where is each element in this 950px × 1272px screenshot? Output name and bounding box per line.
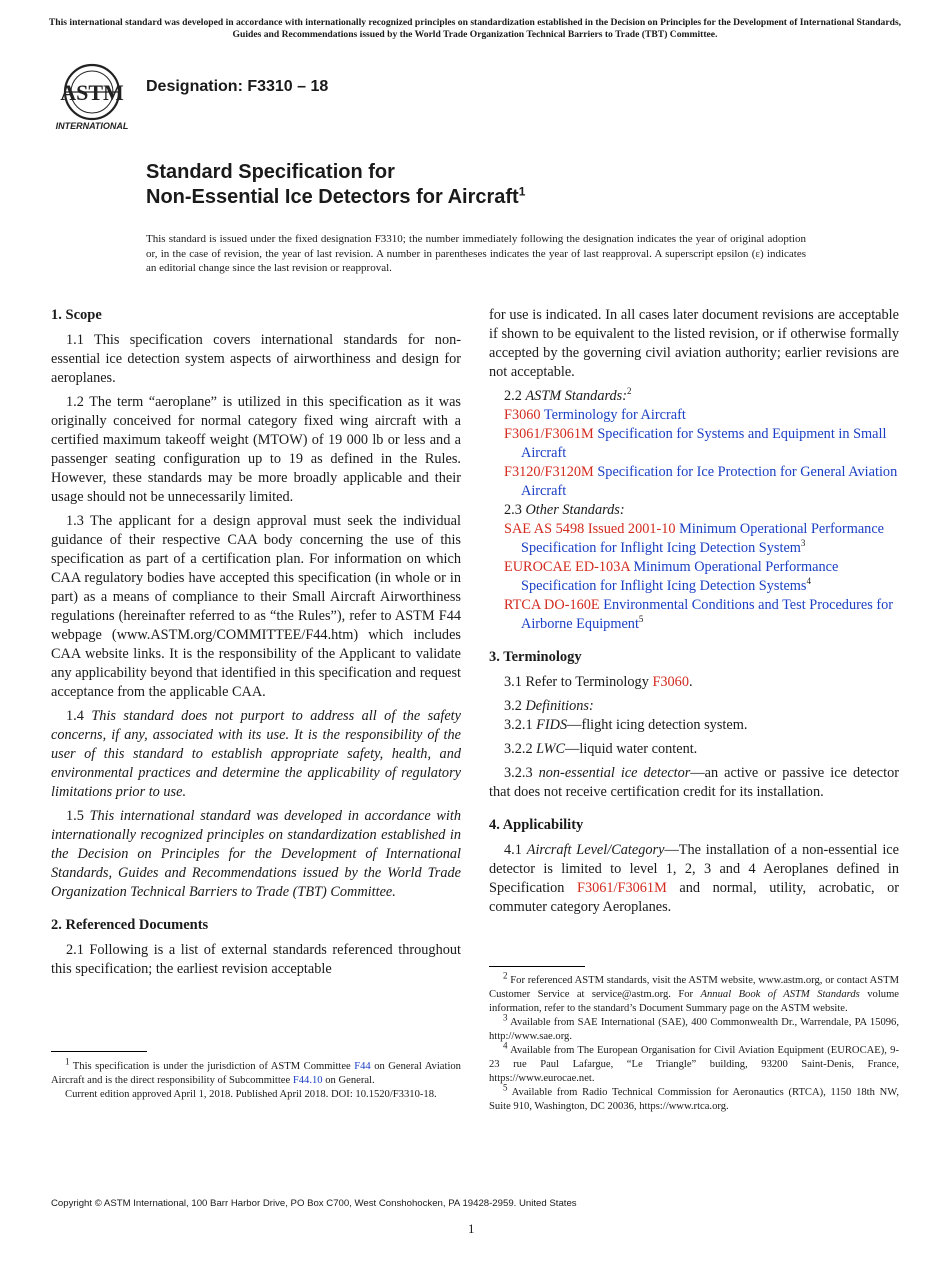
reference-title[interactable]: Terminology for Aircraft xyxy=(543,407,686,423)
right-column xyxy=(489,306,899,922)
para-text: Definitions: xyxy=(525,698,594,714)
reference-code[interactable]: F3060 xyxy=(504,407,541,423)
footnote-text: This specification is under the jurisdiction of ASTM Committee xyxy=(72,1061,351,1072)
logo-letters: ASTM xyxy=(60,80,124,105)
footnote-text: on General. xyxy=(325,1075,375,1086)
reference-f3061[interactable] xyxy=(489,425,899,463)
reference-title[interactable]: Minimum Operational Performance Specification for Inflight Icing Detection Systems xyxy=(521,559,839,594)
astm-standards-label xyxy=(489,387,899,406)
section-heading-applicability: 4. Applicability xyxy=(489,817,584,833)
footnote-text: on General Aviation Aircraft and is the direct responsibility of Subcommittee xyxy=(51,1061,461,1086)
para-number: 2.2 xyxy=(504,388,522,404)
footnote-3 xyxy=(489,1012,899,1044)
para-number: 1.5 xyxy=(66,808,84,824)
para-3-1 xyxy=(489,673,899,692)
definition-term: FIDS xyxy=(536,717,568,733)
footnote-rule xyxy=(51,1051,147,1052)
definition-term: LWC xyxy=(536,741,566,757)
footnote-rule xyxy=(489,966,585,967)
definition-term: non-essential ice detector xyxy=(538,765,691,781)
definition-non-essential-ice-detector xyxy=(489,764,899,802)
para-number: 1.4 xyxy=(66,708,84,724)
reference-title[interactable]: Specification for Ice Protection for General Aviation Aircraft xyxy=(521,464,898,499)
footnote-2 xyxy=(489,970,900,1016)
reference-sae[interactable] xyxy=(489,520,899,558)
issuance-note: This standard is issued under the fixed designation F3310; the number immediately following the designation indicates the year of original adoption or, in the case of revision, the year of last revision. A number in parentheses indicates the year of last reapproval. A superscript epsilon (ε) indicates an editorial change since the last revision or reapproval. xyxy=(146,233,806,274)
section-heading-scope: 1. Scope xyxy=(51,307,102,323)
link-f3060[interactable]: F3060 xyxy=(652,674,689,690)
definition-text: —flight icing detection system. xyxy=(567,717,748,733)
para-text: 3.1 Refer to Terminology xyxy=(504,674,649,690)
para-number: 3.2.3 xyxy=(504,765,533,781)
para-4-1 xyxy=(489,841,899,917)
footnote-mark: 5 xyxy=(638,614,644,625)
logo-subtext: INTERNATIONAL xyxy=(55,121,129,131)
footnotes-left xyxy=(51,1056,461,1102)
para-2-1-continued: for use is indicated. In all cases later document revisions are acceptable if shown to be equivalent to the listed revision, or if otherwise formally accepted by the governing civil aviation authority; earlier revisions are not acceptable. xyxy=(489,307,899,380)
footnote-mark: 4 xyxy=(503,1040,508,1051)
footnote-text: For referenced ASTM standards, visit the ASTM website, www.astm.org, or contact ASTM Customer Service at service@astm.org. For xyxy=(489,975,899,1000)
footnote-mark: 2 xyxy=(627,386,632,397)
reference-f3060[interactable] xyxy=(489,406,899,425)
reference-f3120[interactable] xyxy=(489,463,899,501)
title-footnote-mark: 1 xyxy=(518,184,526,199)
astm-logo-icon xyxy=(54,60,136,132)
footnote-mark: 5 xyxy=(503,1082,508,1093)
para-text: . xyxy=(688,674,693,690)
reference-title[interactable]: Specification for Systems and Equipment in Small Aircraft xyxy=(521,426,887,461)
para-text: This standard does not purport to address all of the safety concerns, if any, associated with its use. It is the responsibility of the user of this standard to establish appropriate safety, health, and environmental practices and determine the applicability of regulatory limitations prior to use. xyxy=(51,708,461,800)
footnote-mark: 2 xyxy=(503,970,508,981)
para-number: 4.1 xyxy=(504,842,522,858)
footnotes-right xyxy=(489,970,900,1114)
para-text: This international standard was developed in accordance with internationally recognized principles on standardization established in the Decision on Principles for the Development of International Standards, Guides and Recommendations issued by the World Trade Organization Technical Barriers to Trade (TBT) Committee. xyxy=(51,808,462,900)
reference-code[interactable]: RTCA DO-160E xyxy=(504,597,600,613)
footnote-1 xyxy=(51,1056,461,1088)
para-number: 3.2.1 xyxy=(504,717,533,733)
link-f44[interactable]: F44 xyxy=(354,1061,371,1072)
page-number: 1 xyxy=(468,1221,475,1236)
label-text: Other Standards: xyxy=(525,502,625,518)
footnote-text: Annual Book of ASTM Standards xyxy=(700,989,860,1000)
reference-eurocae[interactable] xyxy=(489,558,899,596)
footnote-text: Available from The European Organisation for Civil Aviation Equipment (EUROCAE), 9-23 rue Paul Lafargue, “Le Triangle” building, 93200 Saint-Denis, France, https://www.eurocae.net. xyxy=(489,1045,899,1084)
para-2-1: 2.1 Following is a list of external standards referenced throughout this specification; the earliest revision acceptable xyxy=(51,942,461,977)
reference-code[interactable]: F3061/F3061M xyxy=(504,426,594,442)
standards-notice: This international standard was developed in accordance with internationally recognized principles on standardization established in the Decision on Principles for the Development of International Standards, Guides and Recommendations issued by the World Trade Organization Technical Barriers to Trade (TBT) Committee. xyxy=(48,17,902,40)
para-term: Aircraft Level/Category xyxy=(526,842,665,858)
para-1-2: 1.2 The term “aeroplane” is utilized in this specification as it was originally conceived for normal category fixed wing aircraft with a certified maximum takeoff weight (MTOW) of 19 000 lb or less and a passenger seating configuration up to 19 as defined in the Rules. However, these standards may be more broadly applicable and their usage should not be unnecessarily limited. xyxy=(51,394,461,505)
document-title xyxy=(146,160,525,210)
footnote-mark: 4 xyxy=(806,576,811,587)
definition-fids xyxy=(489,716,899,735)
footnote-mark: 3 xyxy=(800,538,806,549)
title-text: Non-Essential Ice Detectors for Aircraft xyxy=(146,186,519,208)
reference-rtca[interactable] xyxy=(489,596,899,634)
copyright-line: Copyright © ASTM International, 100 Barr Harbor Drive, PO Box C700, West Conshohocken, PA 19428-2959. United States xyxy=(51,1198,577,1209)
definition-text: —liquid water content. xyxy=(565,741,698,757)
reference-title[interactable]: Environmental Conditions and Test Procedures for Airborne Equipment xyxy=(521,597,894,632)
link-f3061[interactable]: F3061/F3061M xyxy=(577,880,667,896)
label-text: ASTM Standards: xyxy=(525,388,627,404)
para-1-4 xyxy=(51,707,461,802)
para-number: 3.2 xyxy=(504,698,522,714)
reference-code[interactable]: F3120/F3120M xyxy=(504,464,594,480)
other-standards-label xyxy=(489,501,899,520)
footnote-text: Available from Radio Technical Commission for Aeronautics (RTCA), 1150 18th NW, Suite 910, Washington, DC 20036, https://www.rtca.org. xyxy=(489,1087,899,1112)
designation: Designation: F3310 – 18 xyxy=(146,78,329,95)
section-heading-referenced: 2. Referenced Documents xyxy=(51,917,209,933)
reference-title[interactable]: Minimum Operational Performance Specification for Inflight Icing Detection System xyxy=(521,521,885,556)
definition-lwc xyxy=(489,740,899,759)
para-1-3: 1.3 The applicant for a design approval must seek the individual guidance of their respective CAA body concerning the use of this specification as part of a certification plan. For information on which CAA regulatory bodies have accepted this specification (in whole or in part) as a means of compliance to their Small Aircraft Airworthiness regulations (hereinafter referred to as “the Rules”), refer to ASTM F44 webpage (www.ASTM.org/COMMITTEE/F44.htm) which includes CAA website links. It is the responsibility of the Applicant to validate any applicability beyond that identified in this specification and request acceptance from the applicable CAA. xyxy=(51,513,461,700)
para-3-2 xyxy=(489,697,899,716)
para-text: —The installation of a non-essential ice detector is limited to level 1, 2, 3 and 4 Aeroplanes defined in Specification xyxy=(489,842,899,896)
link-f44-10[interactable]: F44.10 xyxy=(292,1075,323,1086)
para-number: 3.2.2 xyxy=(504,741,533,757)
footnote-text: volume information, refer to the standard’s Document Summary page on the ASTM website. xyxy=(489,989,900,1014)
footnote-mark: 3 xyxy=(503,1012,508,1023)
section-heading-terminology: 3. Terminology xyxy=(489,649,582,665)
definition-text: —an active or passive ice detector that does not receive certification credit for its installation. xyxy=(489,765,899,800)
footnote-5 xyxy=(489,1082,899,1114)
reference-code[interactable]: EUROCAE ED-103A xyxy=(504,559,630,575)
title-line-2 xyxy=(146,185,525,210)
reference-code[interactable]: SAE AS 5498 Issued 2001-10 xyxy=(504,521,676,537)
para-text: and normal, utility, acrobatic, or commuter category Aeroplanes. xyxy=(489,880,900,915)
edition-note: Current edition approved April 1, 2018. Published April 2018. DOI: 10.1520/F3310-18. xyxy=(65,1089,437,1100)
title-line-1: Standard Specification for xyxy=(146,161,395,183)
footnote-4 xyxy=(489,1040,899,1086)
para-1-1: 1.1 This specification covers international standards for non-essential ice detection system aspects of airworthiness and design for aeroplanes. xyxy=(51,332,461,386)
left-column xyxy=(51,306,461,984)
astm-logo xyxy=(54,60,136,132)
para-number: 2.3 xyxy=(504,502,522,518)
footnote-text: Available from SAE International (SAE), 400 Commonwealth Dr., Warrendale, PA 15096, http://www.sae.org. xyxy=(489,1017,899,1042)
footnote-mark: 1 xyxy=(65,1056,70,1067)
para-1-5 xyxy=(51,807,461,902)
